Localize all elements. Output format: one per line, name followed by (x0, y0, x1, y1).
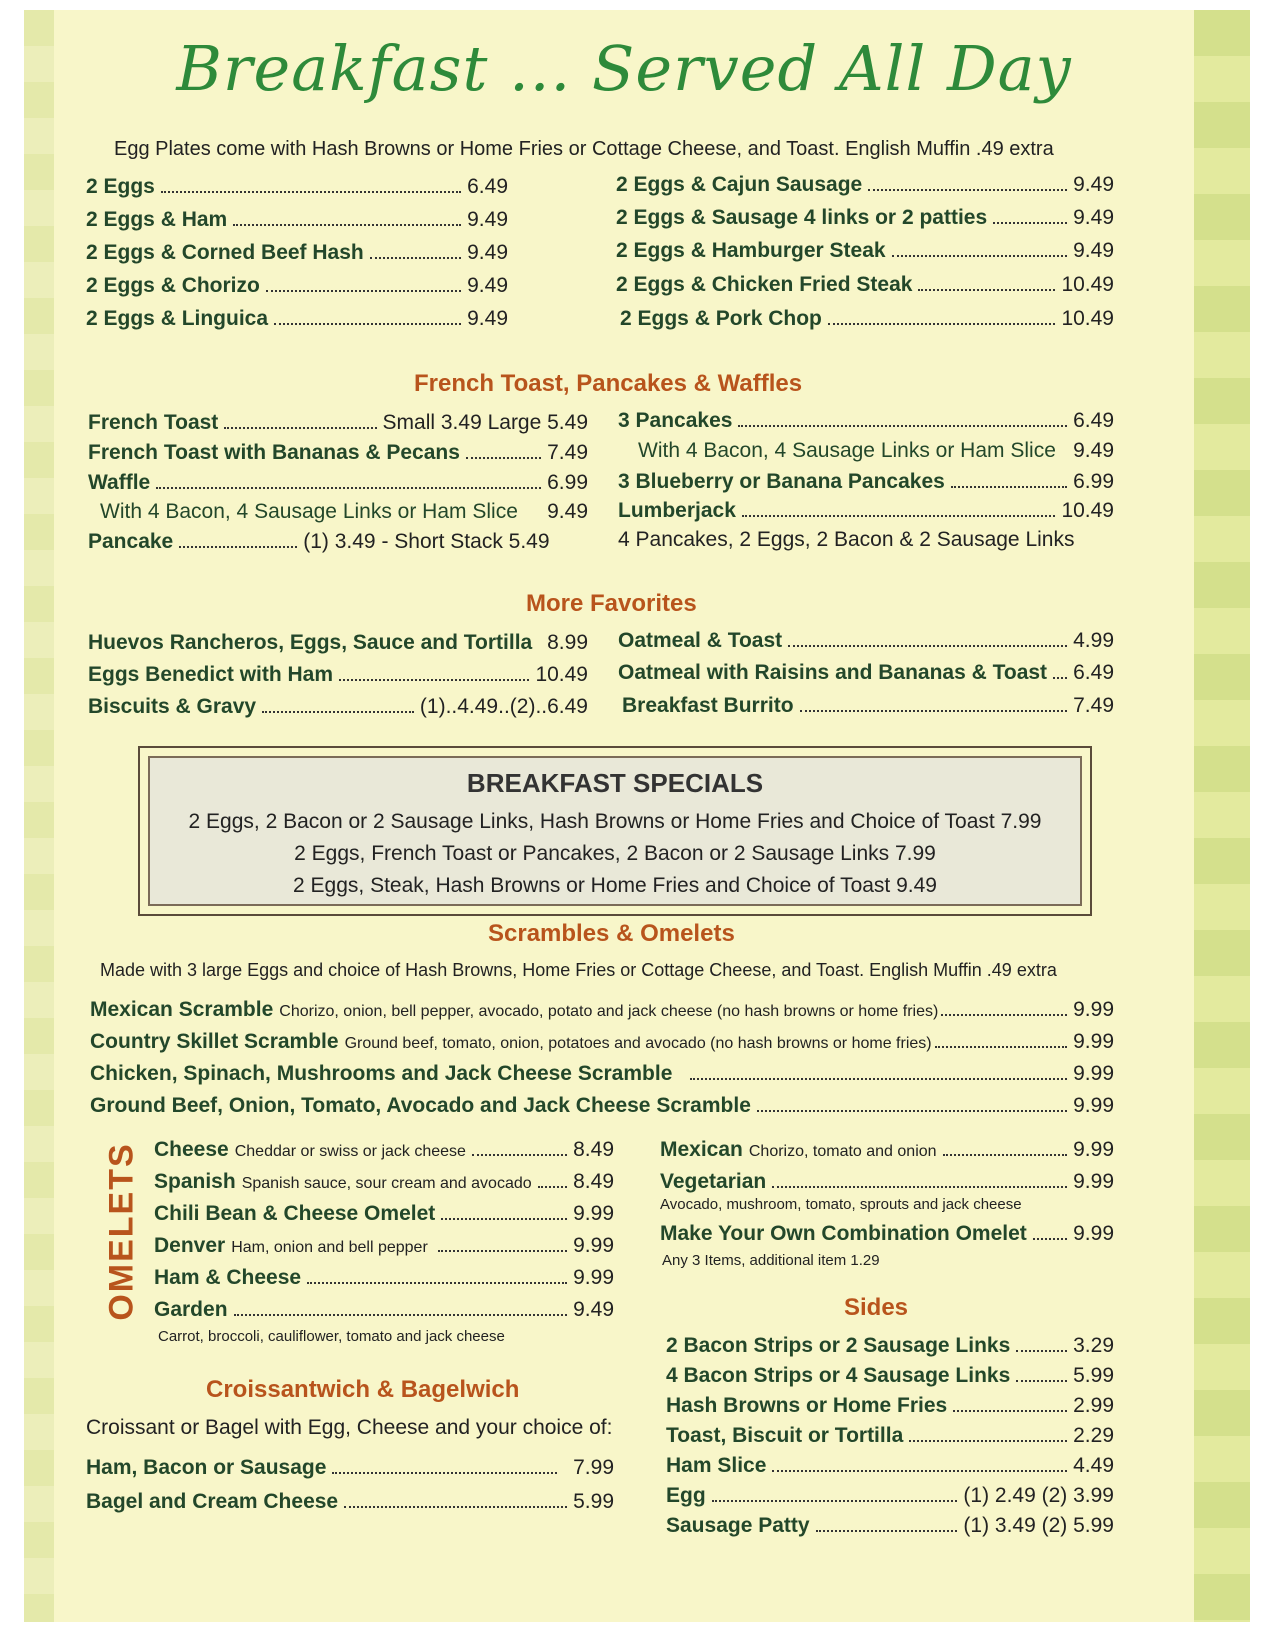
menu-item: 2 Eggs & Hamburger Steak 9.49 (616, 239, 1114, 262)
menu-item: Ham & Cheese 9.99 (154, 1266, 614, 1289)
menu-item: Ham, Bacon or Sausage 7.99 (86, 1456, 614, 1479)
menu-item: Biscuits & Gravy (1)..4.49..(2)..6.49 (88, 695, 588, 718)
menu-item-option: With 4 Bacon, 4 Sausage Links or Ham Slice 9.49 (100, 500, 588, 523)
menu-title: Breakfast ... Served All Day (176, 32, 1072, 105)
vegetarian-omelet-note: Avocado, mushroom, tomato, sprouts and jack cheese (660, 1196, 1022, 1213)
menu-item: Egg (1) 2.49 (2) 3.99 (666, 1484, 1114, 1507)
menu-item: 2 Eggs & Chicken Fried Steak 10.49 (616, 273, 1114, 296)
menu-item: 2 Eggs 6.49 (86, 175, 508, 198)
section-title-croissantwich: Croissantwich & Bagelwich (206, 1376, 520, 1403)
menu-item: French Toast with Bananas & Pecans 7.49 (88, 441, 588, 464)
menu-item: 2 Eggs & Corned Beef Hash 9.49 (86, 241, 508, 264)
menu-item: Vegetarian 9.99 (660, 1170, 1114, 1193)
lumberjack-description: 4 Pancakes, 2 Eggs, 2 Bacon & 2 Sausage Links (618, 528, 1075, 551)
menu-item: Pancake (1) 3.49 - Short Stack 5.49 (88, 530, 550, 553)
menu-item: Chili Bean & Cheese Omelet 9.99 (154, 1202, 614, 1225)
menu-item: Chicken, Spinach, Mushrooms and Jack Cheese Scramble 9.99 (90, 1062, 1114, 1085)
scrambles-note: Made with 3 large Eggs and choice of Hash Browns, Home Fries or Cottage Cheese, and Toast. English Muffin .49 extra (100, 960, 1057, 980)
menu-item: Ground Beef, Onion, Tomato, Avocado and Jack Cheese Scramble 9.99 (90, 1094, 1114, 1117)
menu-item: 3 Pancakes 6.49 (618, 409, 1114, 432)
special-line: 2 Eggs, Steak, Hash Browns or Home Fries and Choice of Toast 9.49 (293, 874, 937, 897)
menu-item: Ham Slice 4.49 (666, 1454, 1114, 1477)
menu-item: Toast, Biscuit or Tortilla 2.29 (666, 1424, 1114, 1447)
menu-item: Eggs Benedict with Ham 10.49 (88, 663, 588, 686)
menu-item: Sausage Patty (1) 3.49 (2) 5.99 (666, 1514, 1114, 1537)
section-title-scrambles: Scrambles & Omelets (488, 920, 735, 947)
special-line: 2 Eggs, 2 Bacon or 2 Sausage Links, Hash Browns or Home Fries and Choice of Toast 7.99 (188, 810, 1042, 833)
menu-item: Cheese Cheddar or swiss or jack cheese 8.49 (154, 1138, 614, 1161)
egg-plates-note: Egg Plates come with Hash Browns or Home Fries or Cottage Cheese, and Toast. English Muffin .49 extra (114, 138, 1054, 160)
menu-item: 2 Eggs & Linguica 9.49 (86, 307, 508, 330)
menu-item: Make Your Own Combination Omelet 9.99 (660, 1222, 1114, 1245)
menu-item: Huevos Rancheros, Eggs, Sauce and Tortilla 8.99 (88, 631, 588, 654)
menu-item: Oatmeal with Raisins and Bananas & Toast 6.49 (618, 661, 1114, 684)
menu-item: Spanish Spanish sauce, sour cream and avocado 8.49 (154, 1170, 614, 1193)
menu-item: 2 Eggs & Pork Chop 10.49 (620, 307, 1114, 330)
garden-omelet-note: Carrot, broccoli, cauliflower, tomato and jack cheese (158, 1328, 505, 1345)
left-decorative-border (24, 10, 54, 1622)
menu-item-option: With 4 Bacon, 4 Sausage Links or Ham Slice 9.49 (638, 439, 1114, 462)
menu-item: 2 Bacon Strips or 2 Sausage Links 3.29 (666, 1334, 1114, 1357)
menu-item: Garden 9.49 (154, 1298, 614, 1321)
breakfast-specials-box (138, 746, 1092, 916)
omelets-vertical-label: OMELETS (102, 1142, 141, 1321)
menu-item: Breakfast Burrito 7.49 (622, 694, 1114, 717)
menu-item: Mexican Chorizo, tomato and onion 9.99 (660, 1138, 1114, 1161)
menu-item: Lumberjack 10.49 (618, 499, 1114, 522)
menu-item: Oatmeal & Toast 4.99 (618, 629, 1114, 652)
menu-item: 2 Eggs & Cajun Sausage 9.49 (616, 173, 1114, 196)
combination-omelet-note: Any 3 Items, additional item 1.29 (662, 1252, 880, 1269)
menu-item: 4 Bacon Strips or 4 Sausage Links 5.99 (666, 1364, 1114, 1387)
menu-item: 2 Eggs & Ham 9.49 (86, 208, 508, 231)
special-line: 2 Eggs, French Toast or Pancakes, 2 Bacon or 2 Sausage Links 7.99 (294, 842, 936, 865)
menu-item: French Toast Small 3.49 Large 5.49 (88, 411, 588, 434)
menu-item: Bagel and Cream Cheese 5.99 (86, 1490, 614, 1513)
menu-item: 2 Eggs & Chorizo 9.49 (86, 274, 508, 297)
menu-item: Country Skillet Scramble Ground beef, tomato, onion, potatoes and avocado (no hash browns or home fries) 9.99 (90, 1030, 1114, 1053)
menu-page (24, 10, 1250, 1622)
specials-title: BREAKFAST SPECIALS (466, 768, 764, 798)
menu-item: Hash Browns or Home Fries 2.99 (666, 1394, 1114, 1417)
menu-item: Mexican Scramble Chorizo, onion, bell pepper, avocado, potato and jack cheese (no hash browns or home fries) 9.99 (90, 998, 1114, 1021)
section-title-french-toast: French Toast, Pancakes & Waffles (414, 370, 803, 397)
section-title-sides: Sides (844, 1294, 909, 1321)
croissantwich-note: Croissant or Bagel with Egg, Cheese and your choice of: (86, 1416, 613, 1439)
menu-item: 2 Eggs & Sausage 4 links or 2 patties 9.49 (616, 206, 1114, 229)
right-decorative-border (1194, 10, 1250, 1622)
menu-item: Denver Ham, onion and bell pepper 9.99 (154, 1234, 614, 1257)
section-title-favorites: More Favorites (526, 590, 697, 617)
menu-item: 3 Blueberry or Banana Pancakes 6.99 (618, 470, 1114, 493)
menu-item: Waffle 6.99 (88, 471, 588, 494)
